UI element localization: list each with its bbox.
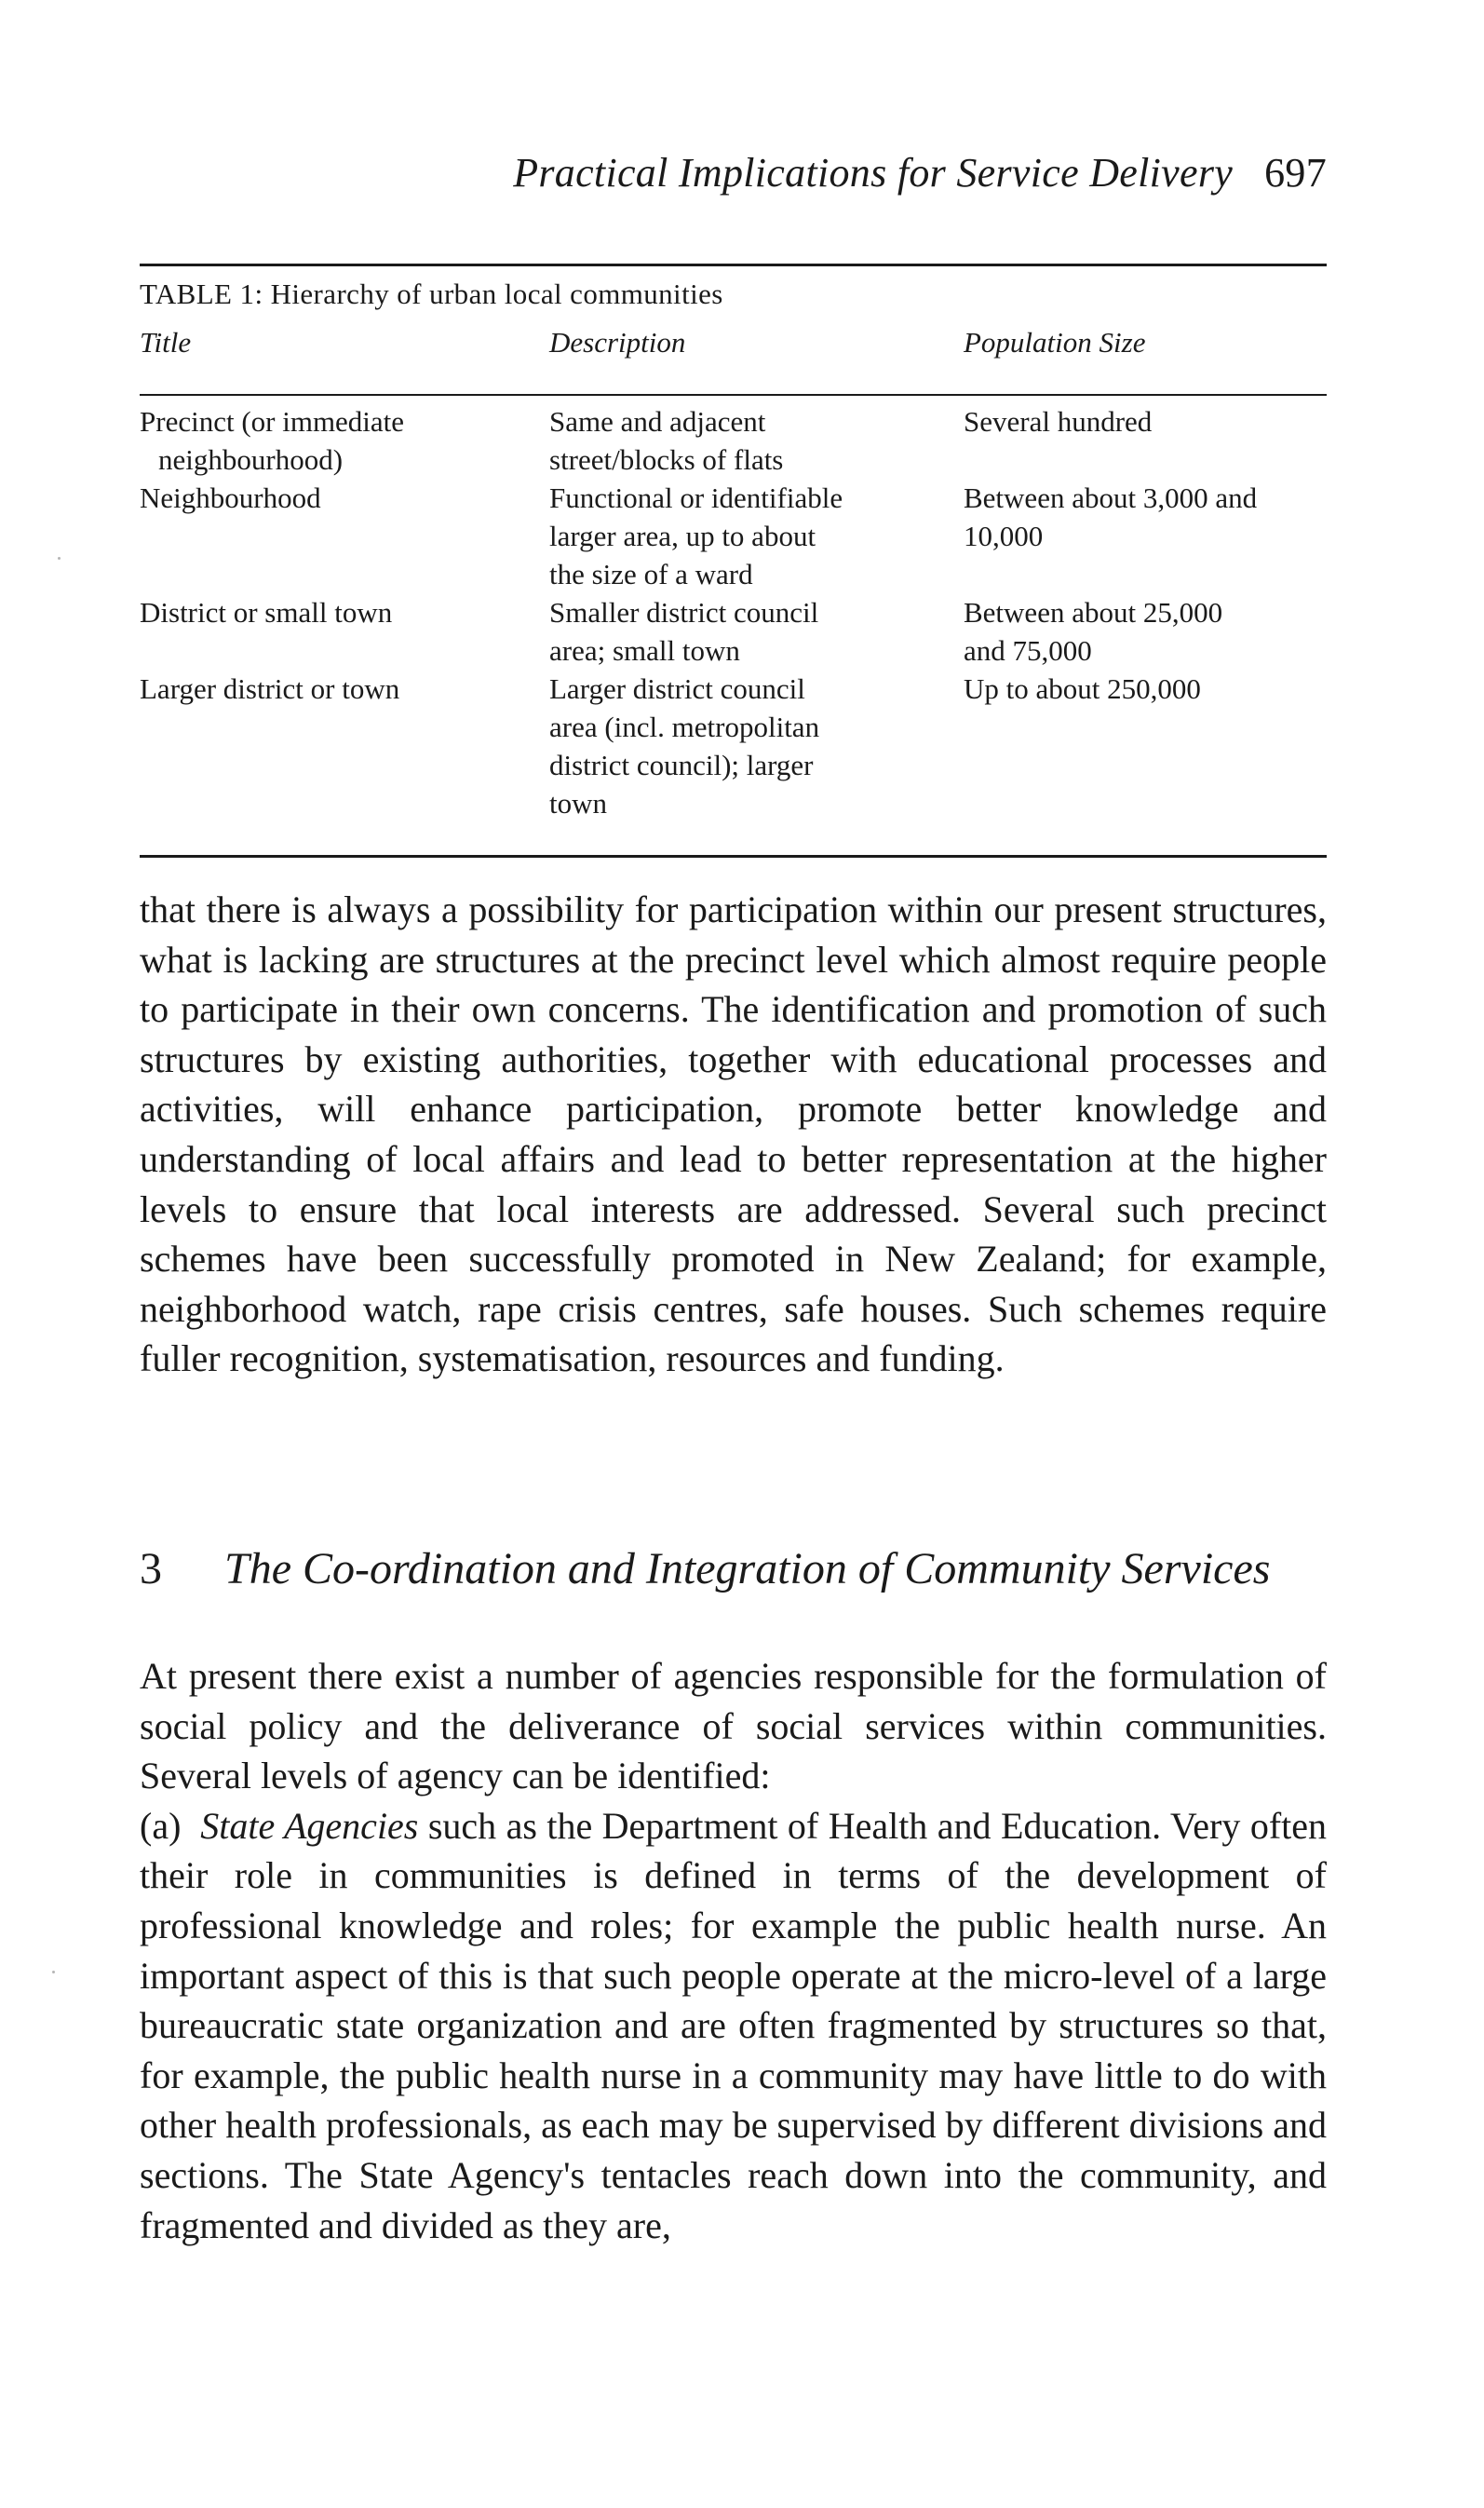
row-description: Same and adjacent street/blocks of flats [549, 405, 784, 476]
row-title: Larger district or town [140, 672, 400, 705]
scan-speck [58, 557, 61, 560]
column-header-description: Description [549, 326, 686, 359]
running-head [140, 149, 1327, 197]
running-title: Practical Implications for Service Delivery [513, 150, 1234, 196]
scan-speck [52, 1971, 55, 1973]
row-population: Up to about 250,000 [964, 672, 1201, 705]
table-header-rule [140, 394, 1327, 396]
list-item [140, 1801, 1327, 2250]
table-top-rule [140, 264, 1327, 266]
column-header-population: Population Size [964, 326, 1146, 359]
body-paragraph: that there is always a possibility for participation within our present structures, what is lacking are structures at the precinct level which almost require people to participate in their own concerns. The identification and promotion of such structures by existing authorities, together with educational processes and activities, will enhance participation, promote better knowledge and understanding of local affairs and lead to better representation at the higher levels to ensure that local interests are addressed. Several such precinct schemes have been successfully promoted in New Zealand; for example, neighborhood watch, rape crisis centres, safe houses. Such schemes require fuller recognition, systematisation, resources and funding. [140, 888, 1327, 1380]
list-item-text: such as the Department of Health and Education. Very often their role in communities is defined in terms of the development of professional knowledge and roles; for example the public health nurse. An important aspect of this is that such people operate at the micro-level of a large bureaucratic state organization and are often fragmented by structures so that, for example, the public health nurse in a community may have little to do with other health professionals, as each may be supervised by different divisions and sections. The State Agency's tentacles reach down into the community, and fragmented and divided as they are, [140, 1804, 1328, 2246]
row-title: District or small town [140, 596, 393, 629]
table-bottom-rule [140, 855, 1327, 858]
list-label: (a) [140, 1804, 182, 1847]
row-population: Between about 25,000 and 75,000 [964, 596, 1223, 667]
body-paragraph: At present there exist a number of agencies responsible for the formulation of social policy and the deliverance of social services within communities. Several levels of agency can be identified: (a) State Agencies such as the Department of Health and Education. Very often their role in communities is defined in terms of the development of professional knowledge and roles; for example the public health nurse. An important aspect of this is that such people operate at the micro-level of a large bureaucratic state organization and are often fragmented by structures so that, for example, the public health nurse in a community may have little to do with other health professionals, as each may be supervised by different divisions and sections. The State Agency's tentacles reach down into the community, and fragmented and divided as they are, [140, 1651, 1327, 2250]
row-description: Smaller district council area; small town [549, 596, 819, 667]
row-population: Between about 3,000 and 10,000 [964, 481, 1258, 552]
row-title: Precinct (or immediate neighbourhood) [140, 405, 405, 476]
row-description: Larger district council area (incl. metropolitan district council); larger town [549, 672, 820, 820]
row-title: Neighbourhood [140, 481, 321, 514]
section-title: The Co-ordination and Integration of Community Services [224, 1544, 1271, 1593]
row-description: Functional or identifiable larger area, up to about the size of a ward [549, 481, 843, 590]
table-caption: TABLE 1: Hierarchy of urban local communities [140, 278, 723, 310]
row-population: Several hundred [964, 405, 1153, 438]
page-number: 697 [1264, 150, 1327, 196]
column-header-title: Title [140, 326, 192, 359]
section-number: 3 [140, 1544, 162, 1593]
emphasized-term: State Agencies [200, 1804, 419, 1847]
